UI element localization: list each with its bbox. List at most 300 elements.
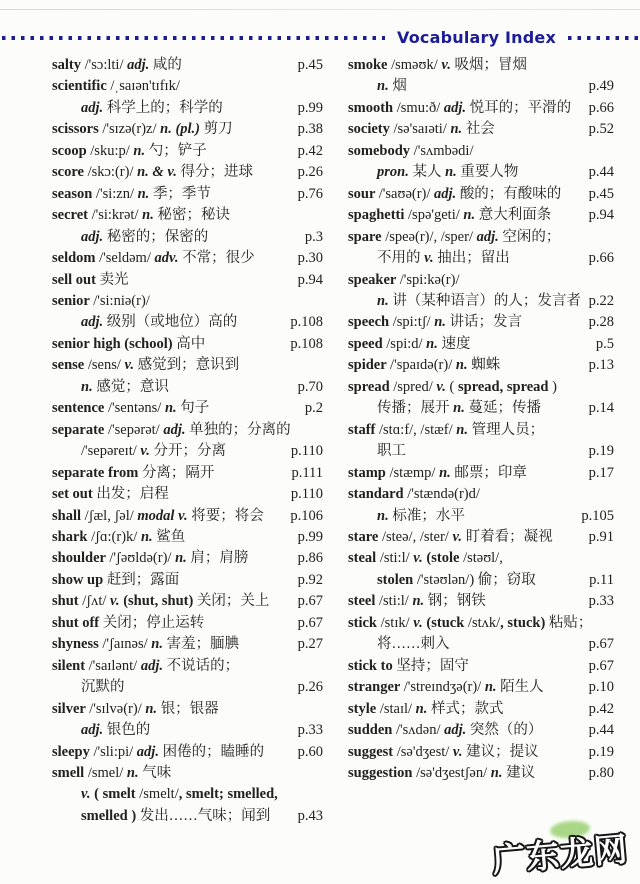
pos-label: adj. — [140, 657, 167, 674]
entry-text — [81, 377, 169, 398]
text: /sə'dʒest/ — [396, 743, 453, 760]
word-or-form: spaghetti — [348, 207, 409, 224]
page-number: p.70 — [297, 378, 323, 395]
text: /ʃɑ:(r)k/ — [91, 528, 141, 545]
entry-text — [348, 613, 592, 634]
word-or-form: secret — [52, 207, 92, 224]
word-or-form: scissors — [52, 121, 103, 138]
word-or-form: scoop — [52, 142, 91, 159]
text: /'seldəm/ — [99, 250, 155, 267]
word-or-form: spread — [348, 378, 394, 395]
text: 管理人员； — [471, 421, 545, 438]
entry-line — [348, 162, 614, 183]
entry-text — [348, 699, 504, 720]
entry-text — [81, 806, 270, 827]
pos-label: n. — [151, 636, 167, 653]
entry-line — [348, 334, 614, 355]
pos-label: adj. — [434, 185, 460, 202]
entry-text — [52, 248, 255, 269]
pos-label: n. (pl.) — [160, 121, 204, 138]
entry-line — [348, 119, 614, 140]
entry-line — [52, 634, 323, 655]
text: /skɔ:(r)/ — [87, 164, 138, 181]
entry-text — [348, 720, 542, 741]
word-or-form: style — [348, 700, 380, 717]
pos-label: adj. — [136, 743, 163, 760]
entry-line — [52, 312, 323, 333]
word-or-form: steel — [348, 593, 379, 610]
pos-label: n. — [126, 764, 143, 781]
text: 卖光 — [99, 271, 129, 288]
pos-label: n. — [145, 700, 161, 717]
word-or-form: silver — [52, 700, 90, 717]
entry-line — [52, 141, 323, 162]
pos-label: adj. — [81, 99, 107, 116]
entry-line — [52, 162, 323, 183]
entry-line — [348, 699, 614, 720]
text: /sə'dʒestʃən/ — [416, 764, 491, 781]
text: 粘贴； — [548, 614, 593, 631]
pos-label: n. — [426, 335, 442, 352]
word-or-form: sour — [348, 185, 379, 202]
page-number: p.11 — [589, 571, 614, 588]
text: /'stəʊlən/) 偷；窃取 — [416, 571, 536, 588]
entry-line — [52, 355, 323, 376]
text: /'sɔ:lti/ — [84, 57, 128, 73]
text: 某人 — [412, 164, 446, 181]
word-or-form: sleepy — [52, 743, 94, 760]
page-number: p.94 — [297, 271, 323, 288]
entry-line — [52, 98, 323, 119]
entry-text — [52, 205, 230, 226]
text: 烟 — [392, 78, 407, 95]
text: /'ʃaɪnəs/ — [102, 636, 152, 653]
text: /'saʊə(r)/ — [378, 185, 435, 202]
entry-text — [52, 463, 214, 484]
text: 蔓延；传播 — [468, 400, 541, 417]
entry-text — [377, 634, 450, 655]
text: /sməʊk/ — [391, 57, 442, 73]
entry-text — [348, 205, 551, 226]
page-number: p.13 — [588, 357, 614, 374]
page-number: p.3 — [304, 228, 323, 245]
word-or-form: society — [348, 121, 394, 138]
entry-text — [348, 312, 522, 333]
word-or-form: spare — [348, 228, 386, 245]
pos-label: adj. — [81, 314, 107, 331]
word-or-form: speaker — [348, 271, 400, 288]
page-number: p.52 — [588, 121, 614, 138]
page-number: p.92 — [297, 571, 323, 588]
entry-line — [52, 699, 323, 720]
entry-line — [348, 76, 614, 97]
pos-label: v. — [436, 378, 450, 395]
entry-text — [348, 119, 495, 140]
entry-line — [348, 355, 614, 376]
entry-line — [348, 548, 614, 569]
entry-text — [52, 334, 205, 355]
text: /stæmp/ — [389, 464, 440, 481]
page-number: p.66 — [588, 99, 614, 116]
text: 秘密的；保密的 — [106, 228, 209, 245]
entry-text — [348, 355, 500, 376]
entry-line — [348, 270, 614, 291]
text: 将要；将会 — [191, 507, 264, 524]
text: 害羞；腼腆 — [166, 636, 240, 653]
pos-label: n. — [175, 550, 191, 567]
entry-line — [348, 141, 614, 162]
dotted-rule-left — [2, 36, 385, 40]
entry-text — [348, 420, 544, 441]
text: /sti:l/ — [379, 550, 414, 567]
pos-label: modal v. — [137, 507, 192, 524]
word-or-form: shoulder — [52, 550, 110, 567]
text: /'spaɪdə(r)/ — [390, 357, 456, 374]
word-or-form: spread, spread — [457, 378, 549, 395]
text: 意大利面条 — [478, 207, 552, 224]
entry-line — [348, 227, 614, 248]
entry-line — [52, 656, 323, 677]
entry-text — [377, 506, 465, 527]
word-or-form: senior high (school) — [52, 335, 177, 352]
text: /sku:p/ — [90, 142, 134, 159]
entry-line — [52, 613, 323, 634]
text: /stəʊl/, — [463, 550, 503, 567]
word-or-form: sense — [52, 357, 88, 374]
pos-label: v. — [413, 550, 427, 567]
pos-label: v. — [452, 528, 466, 545]
word-or-form: stick — [348, 614, 381, 631]
entry-text — [52, 634, 239, 655]
entry-line — [348, 463, 614, 484]
entry-text — [52, 527, 185, 548]
page-number: p.42 — [297, 142, 323, 159]
word-or-form: (shut, shut) — [123, 593, 197, 610]
entry-text — [81, 720, 150, 741]
entry-line — [348, 248, 614, 269]
text: 关闭；关上 — [196, 593, 270, 610]
page-number: p.108 — [290, 314, 323, 331]
entry-line — [348, 677, 614, 698]
text: /spred/ — [393, 378, 437, 395]
entry-line — [348, 484, 614, 505]
word-or-form: shut off — [52, 614, 103, 631]
page-number: p.44 — [588, 722, 614, 739]
page-number: p.76 — [297, 185, 323, 202]
entry-text — [52, 742, 264, 763]
text: /speə(r)/, /sper/ — [385, 228, 477, 245]
word-or-form: , smelt; smelled, — [178, 786, 278, 803]
entry-text — [52, 570, 179, 591]
entry-text — [52, 141, 207, 162]
text: /'si:krət/ — [91, 207, 143, 224]
text: 沉默的 — [81, 679, 125, 696]
entry-line — [52, 720, 323, 741]
pos-label: adj. — [476, 228, 503, 245]
page-number: p.108 — [290, 335, 323, 352]
text: 鲨鱼 — [156, 528, 186, 545]
entry-text — [52, 548, 248, 569]
pos-label: pron. — [377, 164, 413, 181]
pos-label: n. — [434, 314, 450, 331]
text: /spi:tʃ/ — [392, 314, 435, 331]
entry-line — [348, 420, 614, 441]
entry-line — [348, 720, 614, 741]
entry-line — [52, 548, 323, 569]
dotted-rule-right — [568, 36, 638, 40]
pos-label: n. — [450, 121, 466, 138]
text: 建议 — [506, 764, 536, 781]
pos-label: n. — [81, 378, 97, 395]
page-number: p.94 — [588, 207, 614, 224]
text: 职工 — [377, 443, 406, 460]
word-or-form: standard — [348, 486, 408, 503]
entry-line — [52, 420, 323, 441]
left-column — [52, 55, 323, 827]
page-number: p.22 — [588, 292, 614, 309]
entry-text — [377, 570, 536, 591]
word-or-form: sudden — [348, 722, 396, 739]
text: 社会 — [465, 121, 495, 138]
page-number: p.110 — [290, 486, 323, 503]
text: /stʌk/ — [467, 614, 501, 631]
text: 不常；很少 — [182, 250, 255, 267]
text: 气味 — [142, 764, 172, 781]
pos-label: n. & v. — [137, 164, 181, 181]
entry-text — [348, 548, 503, 569]
page-number: p.49 — [588, 78, 614, 95]
entry-text — [377, 398, 541, 419]
word-or-form: speed — [348, 335, 387, 352]
entry-text — [348, 55, 527, 76]
text: 建议；提议 — [466, 743, 539, 760]
word-or-form: speech — [348, 314, 393, 331]
text: /ʃæl, ʃəl/ — [84, 507, 138, 524]
entry-text — [52, 591, 269, 612]
pos-label: v. — [140, 443, 154, 460]
entry-text — [52, 162, 253, 183]
entry-text — [348, 591, 486, 612]
text: 盯着看；凝视 — [465, 528, 553, 545]
text: /'sentəns/ — [107, 400, 165, 417]
text: 科学上的；科学的 — [106, 99, 223, 116]
word-or-form: silent — [52, 657, 89, 674]
page-number: p.28 — [588, 314, 614, 331]
word-or-form: staff — [348, 421, 380, 438]
entry-text — [348, 184, 561, 205]
text: 不用的 — [377, 250, 425, 267]
text: /'sʌdən/ — [395, 722, 445, 739]
text: /ʃʌt/ — [82, 593, 111, 610]
text: 酸的；有酸味的 — [459, 185, 562, 202]
pos-label: n. — [142, 207, 158, 224]
page-number: p.111 — [291, 464, 323, 481]
pos-label: adj. — [444, 722, 470, 739]
entry-line — [52, 463, 323, 484]
entry-text — [52, 291, 150, 312]
page-number: p.19 — [588, 743, 614, 760]
text: 出发；启程 — [96, 486, 169, 503]
entry-line — [52, 377, 323, 398]
entry-line — [348, 398, 614, 419]
entry-line — [52, 119, 323, 140]
header — [2, 28, 638, 48]
text: 单独的；分离的 — [189, 421, 291, 438]
entry-text — [81, 227, 208, 248]
page-number: p.66 — [588, 250, 614, 267]
entry-line — [52, 806, 323, 827]
entry-line — [348, 205, 614, 226]
text: /steə/, /ster/ — [381, 528, 453, 545]
entry-text — [348, 463, 527, 484]
pos-label: adv. — [154, 250, 183, 267]
page-number: p.38 — [297, 121, 323, 138]
entry-text — [52, 76, 180, 97]
entry-line — [348, 591, 614, 612]
text: 不说话的； — [166, 657, 240, 674]
pos-label: n. — [439, 464, 455, 481]
word-or-form: stick to — [348, 657, 397, 674]
word-or-form: ( smelt — [94, 786, 140, 803]
page-number: p.99 — [297, 528, 323, 545]
entry-text — [348, 98, 571, 119]
entry-line — [348, 763, 614, 784]
entry-line — [348, 527, 614, 548]
page-number: p.42 — [588, 700, 614, 717]
word-or-form: smelled ) — [81, 807, 140, 824]
page-number: p.86 — [297, 550, 323, 567]
entry-text — [348, 377, 557, 398]
word-or-form: shut — [52, 593, 83, 610]
word-or-form: separate — [52, 421, 108, 438]
entry-line — [348, 441, 614, 462]
entry-line — [348, 291, 614, 312]
entry-text — [377, 441, 406, 462]
pos-label: n. — [415, 700, 431, 717]
entry-text — [52, 270, 129, 291]
pos-label: n. — [412, 593, 428, 610]
text: 突然（的） — [469, 722, 543, 739]
text: /'ʃəʊldə(r)/ — [109, 550, 176, 567]
word-or-form: show up — [52, 571, 107, 588]
entry-line — [52, 76, 323, 97]
pos-label: n. — [484, 679, 501, 696]
word-or-form: (stole — [426, 550, 464, 567]
entry-text — [348, 334, 471, 355]
entry-line — [348, 506, 614, 527]
pos-label: adj. — [81, 722, 107, 739]
word-or-form: shyness — [52, 636, 103, 653]
entry-line — [52, 742, 323, 763]
entry-line — [52, 441, 323, 462]
text: 剪刀 — [203, 121, 233, 138]
text: 关闭；停止运转 — [102, 614, 205, 631]
word-or-form: steal — [348, 550, 380, 567]
entry-text — [81, 98, 223, 119]
pos-label: v. — [124, 357, 138, 374]
entry-line — [348, 98, 614, 119]
text: 感觉到；意识到 — [137, 357, 240, 374]
word-or-form: separate from — [52, 464, 142, 481]
text: ) — [548, 378, 557, 395]
text: 肩；肩膀 — [190, 550, 249, 567]
word-or-form: suggestion — [348, 764, 417, 781]
entry-line — [52, 334, 323, 355]
text: 陌生人 — [500, 679, 544, 696]
text: 分开；分离 — [153, 443, 227, 460]
vocabulary-entries — [52, 55, 614, 827]
page-number: p.67 — [588, 636, 614, 653]
pos-label: n. — [453, 400, 469, 417]
text: 将……刺入 — [377, 636, 450, 653]
word-or-form: shall — [52, 507, 85, 524]
pos-label: n. — [377, 507, 393, 524]
pos-label: n. — [456, 421, 472, 438]
word-or-form: scientific — [52, 78, 111, 95]
entry-line — [52, 398, 323, 419]
pos-label: n. — [490, 764, 507, 781]
text: /'sɪzə(r)z/ — [102, 121, 161, 138]
entry-text — [348, 227, 560, 248]
text: /spə'geti/ — [408, 207, 464, 224]
entry-line — [348, 570, 614, 591]
pos-label: v. — [413, 614, 427, 631]
page-number: p.33 — [588, 593, 614, 610]
page-number: p.19 — [588, 443, 614, 460]
text: 银；银器 — [160, 700, 219, 717]
pos-label: n. — [137, 185, 153, 202]
text: /'sɪlvə(r)/ — [89, 700, 146, 717]
page-number: p.30 — [297, 250, 323, 267]
text: 感觉；意识 — [96, 378, 169, 395]
text: 银色的 — [106, 722, 151, 739]
text: /'streɪndʒə(r)/ — [403, 679, 485, 696]
word-or-form: smell — [52, 764, 88, 781]
text: 秘密；秘诀 — [157, 207, 230, 224]
pos-label: adj. — [163, 421, 190, 438]
text: 标准；水平 — [392, 507, 465, 524]
page-number: p.110 — [290, 443, 323, 460]
entry-text — [348, 763, 535, 784]
text: 发出……气味；闻到 — [139, 807, 271, 824]
pos-label: n. — [164, 400, 181, 417]
text: 讲（某种语言）的人；发言者 — [392, 292, 581, 309]
word-or-form: smoke — [348, 57, 392, 73]
entry-text — [377, 76, 407, 97]
pos-label: n. — [455, 357, 472, 374]
word-or-form: suggest — [348, 743, 397, 760]
entry-text — [52, 613, 204, 634]
entry-line — [52, 506, 323, 527]
entry-text — [81, 677, 125, 698]
text: /sti:l/ — [379, 593, 413, 610]
text: /smelt/ — [139, 786, 179, 803]
watermark-text: 广东龙网 — [490, 829, 630, 880]
text: /'sʌmbədi/ — [413, 142, 474, 159]
word-or-form: , stuck) — [500, 614, 549, 631]
pos-label: v. — [81, 786, 95, 803]
page-number: p.67 — [297, 614, 323, 631]
text: /sens/ — [87, 357, 125, 374]
page-number: p.27 — [297, 636, 323, 653]
text: /stɑ:f/, /stæf/ — [379, 421, 457, 438]
entry-line — [52, 248, 323, 269]
entry-text — [52, 398, 209, 419]
text: 句子 — [180, 400, 210, 417]
word-or-form: smooth — [348, 99, 397, 116]
text: 勺；铲子 — [148, 142, 207, 159]
pos-label: adj. — [443, 99, 470, 116]
